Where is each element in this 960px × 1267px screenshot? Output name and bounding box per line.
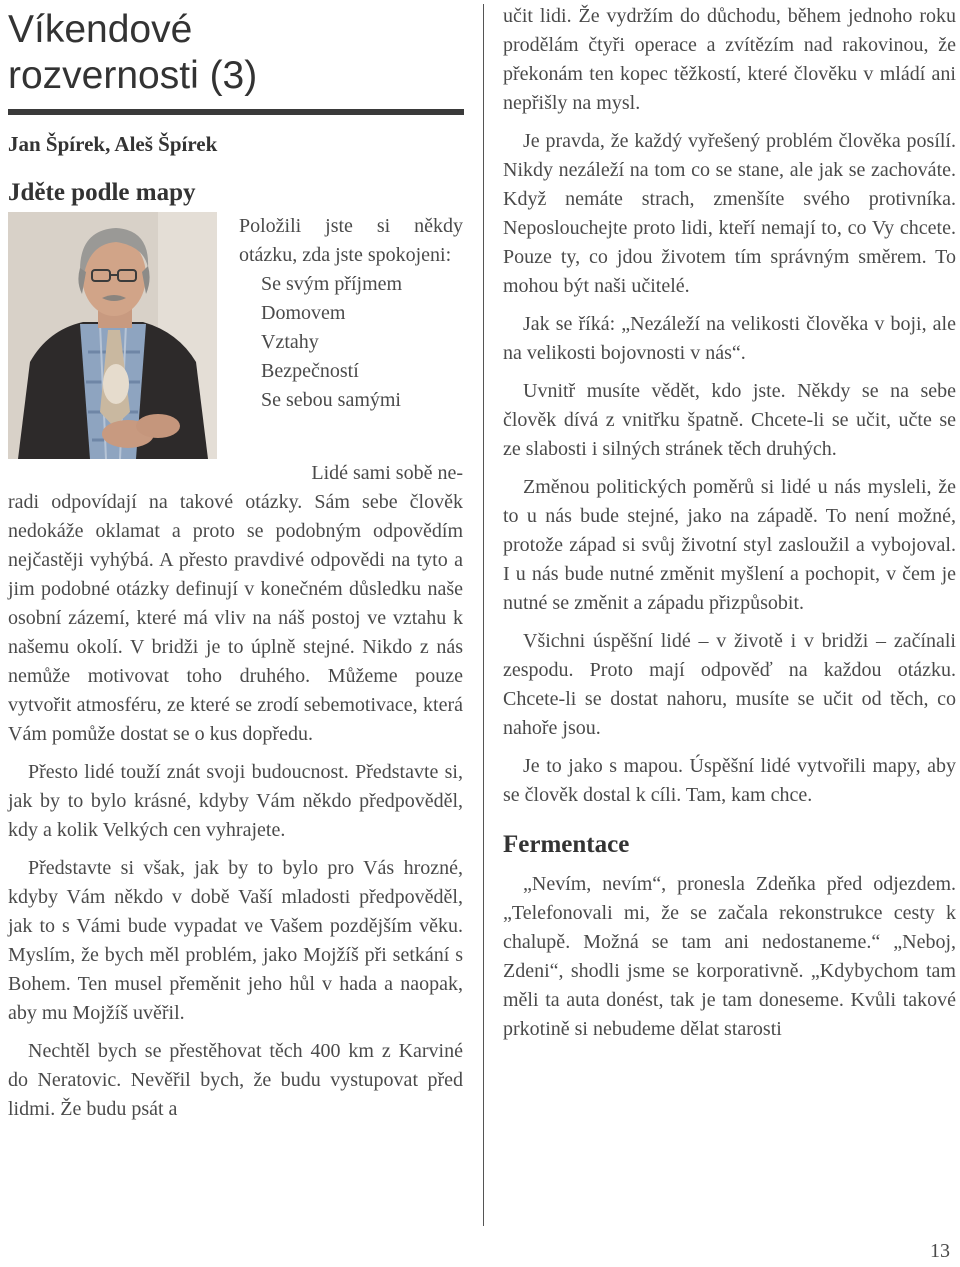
title-line-1: Víkendové	[8, 8, 193, 51]
paragraph-hrozne: Představte si však, jak by to bylo pro Vás hrozné, kdyby Vám někdo v době Vaší mladosti předpověděl, jak to s Vámi bude vypadat ve Vašem pozdějším věku. Myslím, že bych měl problém, jako Mojžíš při setkání s Bohem. Ten musel přeměnit jeho hůl v hada a naopak, aby mu Mojžíš uvěřil.	[8, 857, 463, 1024]
section-heading-fermentace: Fermentace	[503, 831, 630, 858]
paragraph-pravda: Je pravda, že každý vyřešený problém člověka posílí. Nikdy nezáleží na tom co se stane, ale jak se zachováte. Když nemáte strach, zmenšíte svého protivníka. Neposlouchejte proto lidi, kteří nemají to, co Vy chcete. Pouze ty, co jdou životem tím správným směrem. To mohou být naši učitelé.	[503, 130, 956, 297]
paragraph-rika: Jak se říká: „Nezáleží na velikosti člověka v boji, ale na velikosti bojovnosti v nás“.	[503, 313, 956, 364]
portrait-image	[8, 212, 217, 459]
paragraph-ucit: učit lidi. Že vydržím do důchodu, během jednoho roku prodělám čtyři operace a zvítězím nad rakovinou, že překonám ten kopec těžkostí, které člověku v mládí ani nepřišly na mysl.	[503, 5, 956, 114]
paragraph-vsichni: Všichni úspěšní lidé – v životě i v bridži – začínali zespodu. Proto mají odpověď na každou otázku. Chcete-li se dostat nahoru, musíte se učit od těch, co nahoře jsou.	[503, 630, 956, 739]
page-number: 13	[930, 1240, 950, 1262]
paragraph-uvnitr: Uvnitř musíte vědět, kdo jste. Někdy se na sebe člověk dívá z vnitřku špatně. Chcete-li se učit, učte se ze slabosti i silných stránek těch druhých.	[503, 380, 956, 460]
left-column	[8, 0, 463, 1124]
section-heading-mapa: Jděte podle mapy	[8, 179, 196, 206]
paragraph-zmenou: Změnou politických poměrů si lidé u nás mysleli, že to u nás bude stejné, jako na západě. To není možné, protože západ si svůj životní styl zasloužil a vybojoval. I u nás bude nutné změnit myšlení a pochopit, v čem je nutné se změnit a západu přizpůsobit.	[503, 476, 956, 614]
paragraph-lide: radi odpovídají na takové otázky. Sám sebe člověk nedokáže oklamat a proto se podobným odpovědím nejčastěji vyhýbá. A přesto pravdivé odpovědi na tyto a jim podobné otázky definují v konečném důsledku naše osobní zázemí, které má vliv na náš postoj ve vztahu k našemu okolí. V bridži je to úplně stejné. Nikdo z nás nemůže motivovat toho druhého. Můžeme pouze vytvořit atmosféru, ze které se zrodí sebemotivace, která Vám pomůže dostat se o kus dopředu.	[8, 491, 463, 745]
intro-list-item: Domovem	[261, 302, 346, 324]
photo-intro-block	[8, 212, 463, 484]
column-divider	[483, 4, 484, 1226]
intro-text	[239, 212, 463, 415]
paragraph-budoucnost: Přesto lidé touží znát svoji budoucnost. Představte si, jak by to bylo krásné, kdyby Vám někdo předpověděl, kdy a kolik Velkých cen vyhrajete.	[8, 761, 463, 841]
right-column	[503, 0, 956, 1044]
paragraph-lide-start: Lidé sami sobě ne-	[311, 462, 463, 484]
article-title	[8, 7, 463, 99]
intro-list-item: Vztahy	[261, 331, 319, 353]
paragraph-karvina: Nechtěl bych se přestěhovat těch 400 km z Karviné do Neratovic. Nevěřil bych, že budu vystupovat před lidmi. Že budu psát a	[8, 1040, 463, 1120]
paragraph-mapou: Je to jako s mapou. Úspěšní lidé vytvořili mapy, aby se člověk dostal k cíli. Tam, kam chce.	[503, 755, 956, 806]
intro-question: Položili jste si někdy otázku, zda jste spokojeni:	[239, 215, 463, 266]
intro-list-item: Bezpečností	[261, 360, 359, 382]
intro-list-item: Se sebou samými	[261, 389, 401, 411]
paragraph-fermentace: „Nevím, nevím“, pronesla Zdeňka před odjezdem. „Telefonovali mi, že se začala rekonstrukce cesty k chalupě. Možná se tam ani nedostaneme.“ „Neboj, Zdeni“, shodli jsme se korporativně. „Kdybychom tam měli ta auta donést, tak je tam doneseme. Kvůli takové prkotině si nebudeme dělat starosti	[503, 873, 956, 1040]
intro-list-item: Se svým příjmem	[261, 273, 403, 295]
authors: Jan Špírek, Aleš Špírek	[8, 132, 218, 156]
title-line-2: rozvernosti (3)	[8, 54, 258, 97]
author-photo	[8, 212, 217, 459]
title-rule	[8, 109, 464, 115]
